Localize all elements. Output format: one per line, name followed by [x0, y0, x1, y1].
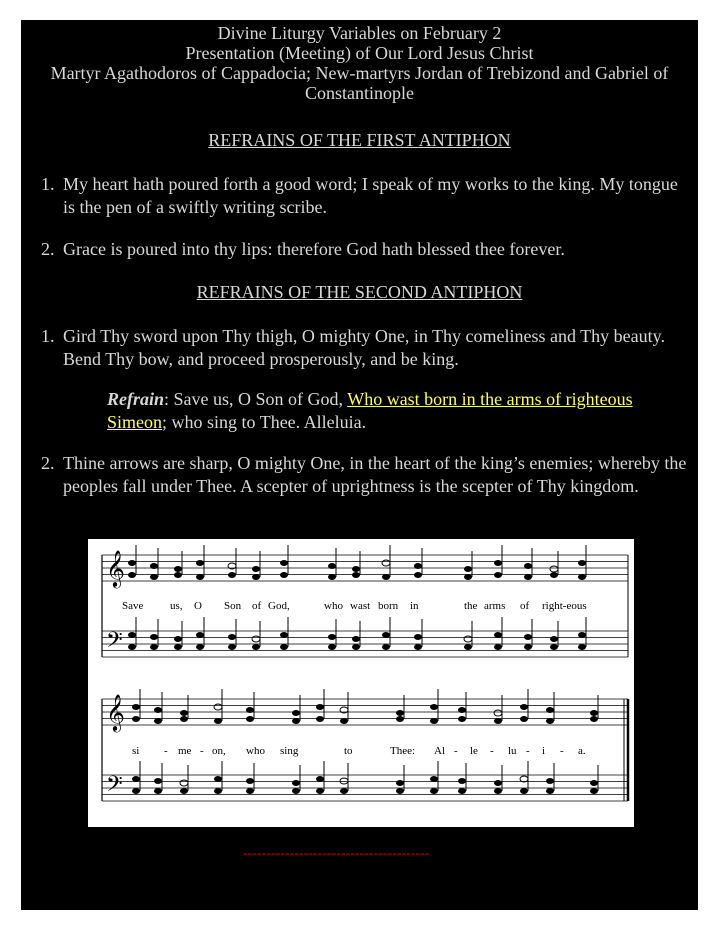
line2-lyric: -: [200, 745, 204, 757]
verse-number: 1.: [41, 174, 55, 194]
second-antiphon-verse-1: [41, 325, 694, 371]
line1-lyric: right-eous: [542, 600, 587, 612]
liturgy-page: [21, 20, 698, 910]
first-antiphon-heading: REFRAINS OF THE FIRST ANTIPHON: [208, 130, 511, 150]
verse-text: My heart hath poured forth a good word; I speak of my works to the king. My tongue is the pen of a swiftly writing scribe.: [63, 174, 678, 217]
second-antiphon-verse-2: [41, 452, 694, 498]
line1-lyric: of: [520, 600, 530, 612]
saints-commemoration: Martyr Agathodoros of Cappadocia; New-martyrs Jordan of Trebizond and Gabriel of Constantinople: [50, 63, 669, 103]
refrain: [107, 388, 678, 434]
line2-lyric: -: [454, 745, 458, 757]
line1-lyric: born: [378, 600, 399, 612]
first-antiphon-verse-2: [41, 238, 694, 261]
line1-lyric: who: [324, 600, 343, 612]
page-title: Divine Liturgy Variables on February 2: [217, 23, 502, 43]
svg-text:𝄢: 𝄢: [106, 628, 123, 658]
line1-lyric: of: [252, 600, 262, 612]
line2-lyric: a.: [578, 745, 586, 757]
verse-text: Gird Thy sword upon Thy thigh, O mighty One, in Thy comeliness and Thy beauty. Bend Thy bow, and proceed prosperously, and be king.: [63, 326, 665, 369]
verse-text: Grace is poured into thy lips: therefore God hath blessed thee forever.: [63, 239, 565, 259]
refrain-label: Refrain: [107, 389, 165, 409]
line2-lyric: -: [490, 745, 494, 757]
verse-number: 2.: [41, 239, 55, 259]
line2-lyric: sing: [280, 745, 299, 757]
line1-lyric: the: [464, 600, 478, 612]
first-antiphon-verse-1: [41, 173, 694, 219]
line2-lyric: on,: [212, 745, 226, 757]
refrain-text-end: ; who sing to Thee. Alleluia.: [162, 412, 367, 432]
line2-lyric: me: [178, 745, 192, 757]
line2-lyric: Al: [434, 745, 445, 757]
line1-lyric: us,: [170, 600, 183, 612]
line1-lyric: arms: [484, 600, 506, 612]
svg-text:𝄞: 𝄞: [106, 549, 125, 587]
music-score-image: [88, 539, 634, 827]
feast-title: Presentation (Meeting) of Our Lord Jesus Christ: [185, 43, 534, 63]
line2-lyric: le: [470, 745, 478, 757]
line2-lyric: to: [344, 745, 353, 757]
line2-lyric: -: [164, 745, 168, 757]
divider: ----------------------------------------: [243, 846, 430, 861]
verse-number: 1.: [41, 326, 55, 346]
line1-lyric: Son: [224, 600, 242, 612]
svg-text:𝄢: 𝄢: [106, 772, 123, 802]
line2-lyric: -: [526, 745, 530, 757]
line1-lyric: in: [410, 600, 419, 612]
verse-text: Thine arrows are sharp, O mighty One, in the heart of the king’s enemies; whereby the peoples fall under Thee. A scepter of uprightness is the scepter of Thy kingdom.: [63, 453, 687, 496]
line1-lyric: Save: [122, 600, 144, 612]
line1-lyric: O: [194, 600, 202, 612]
verse-number: 2.: [41, 453, 55, 473]
line2-lyric: i: [542, 745, 546, 757]
line2-lyric: Thee:: [390, 745, 416, 757]
music-score-svg: [88, 539, 634, 827]
line2-lyric: -: [560, 745, 564, 757]
line2-lyric: who: [246, 745, 265, 757]
refrain-text-start: : Save us, O Son of God,: [164, 389, 348, 409]
svg-text:𝄞: 𝄞: [106, 693, 125, 731]
line1-lyric: God,: [268, 600, 290, 612]
second-antiphon-heading: REFRAINS OF THE SECOND ANTIPHON: [196, 282, 523, 302]
refrain-highlight-link[interactable]: Who wast born in the arms of righteous Simeon: [107, 389, 633, 432]
line2-lyric: si: [132, 745, 140, 757]
line1-lyric: wast: [350, 600, 371, 612]
line2-lyric: lu: [508, 745, 517, 757]
